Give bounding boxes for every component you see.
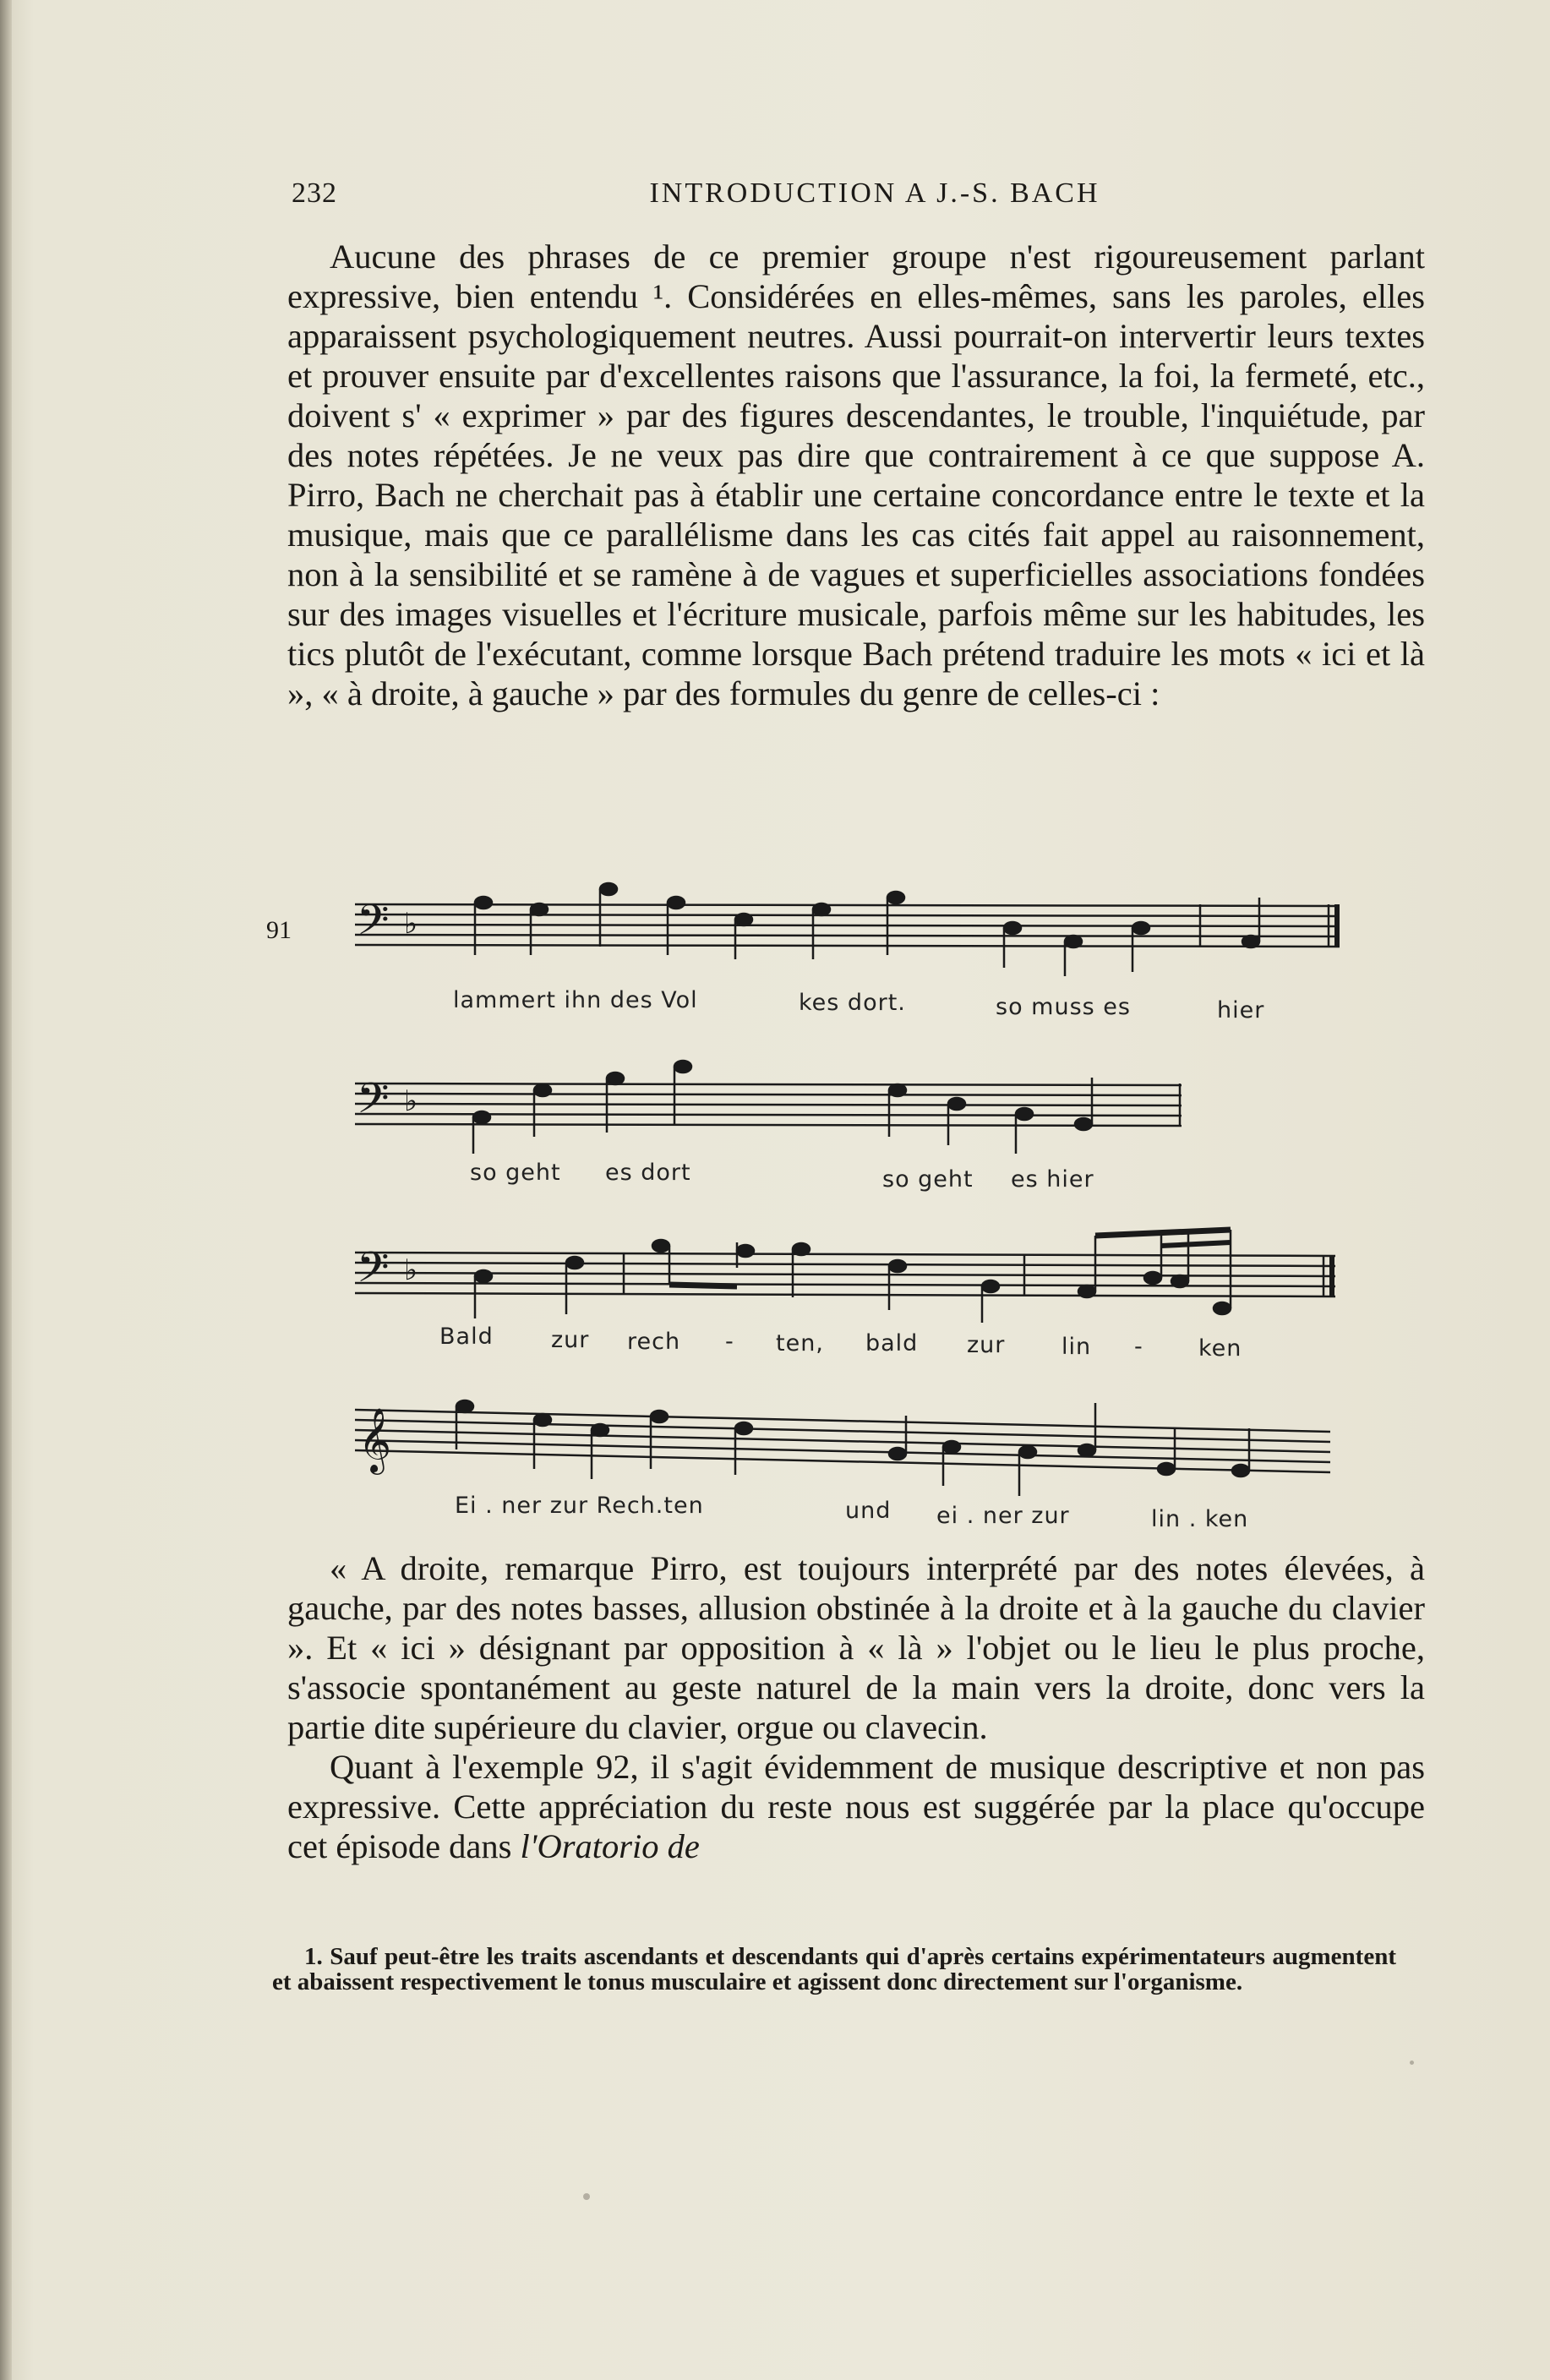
paragraph-2 bbox=[287, 1548, 1425, 1866]
paragraph-3 bbox=[287, 1747, 1425, 1866]
page-speck bbox=[1410, 2061, 1414, 2065]
paragraph-2-text: « A droite, remarque Pirro, est toujours interprété par des notes élevées, à gauche, par des notes basses, allusion obstinée à la droite et à la gauche du clavier ». Et « ici » désignant par opposition à « là » l'objet ou le lieu le plus proche, s'associe spontanément au geste naturel de la main vers la droite, donc vers la partie dite supérieure du clavier, orgue ou clavecin. bbox=[287, 1549, 1425, 1746]
bass-clef-icon: 𝄢 bbox=[357, 1243, 390, 1302]
page-speck bbox=[583, 2193, 590, 2200]
paragraph-3-text: Quant à l'exemple 92, il s'agit évidemment de musique descriptive et non pas expressive. Cette appréciation du reste nous est suggérée par la place qu'occupe cet épisode dans bbox=[287, 1748, 1425, 1865]
lyric-staff-1-a: lammert ihn des Vol bbox=[453, 987, 698, 1013]
paragraph-3-italic: l'Oratorio de bbox=[520, 1827, 700, 1865]
running-title: INTRODUCTION A J.-S. BACH bbox=[649, 177, 1100, 209]
lyric-staff-3-f: bald bbox=[865, 1330, 919, 1356]
lyric-staff-1-c: so muss es bbox=[996, 994, 1131, 1020]
staff-2 bbox=[355, 1061, 1182, 1193]
lyric-staff-3-d: - bbox=[725, 1329, 734, 1355]
lyric-staff-2-a: so geht bbox=[470, 1160, 561, 1186]
paragraph-1-text: Aucune des phrases de ce premier groupe n'est rigoureusement parlant expressive, bien entendu ¹. Considérées en elles-mêmes, sans les paroles, elles apparaissent psychologiquement neutres. Aussi pourrait-on intervertir leurs textes et prouver ensuite par d'excellentes raisons que l'assurance, la foi, la fermeté, etc., doivent s' « exprimer » par des figures descendantes, le trouble, l'inquiétude, par des notes répétées. Je ne veux pas dire que contrairement à ce que suppose A. Pirro, Bach ne cherchait pas à établir une certaine concordance entre le texte et la musique, mais que ce parallélisme dans les cas cités fait appel au raisonnement, non à la sensibilité et se ramène à de vagues et superficielles associations fondées sur des images visuelles et l'écriture musicale, parfois même sur les habitudes, les tics plutôt de l'exécutant, comme lorsque Bach prétend traduire les mots « ici et là », « à droite, à gauche » par des formules du genre de celles-ci : bbox=[287, 237, 1425, 712]
staff-1 bbox=[355, 883, 1340, 1024]
lyric-staff-3-g: zur bbox=[967, 1332, 1006, 1358]
footnote-text: Sauf peut-être les traits ascendants et descendants qui d'après certains expérimentateurs augmentent et abaissent respectivement le tonus musculaire et agissent donc directement sur l'organisme. bbox=[272, 1943, 1396, 1995]
lyric-staff-4-b: und bbox=[845, 1498, 892, 1524]
lyric-staff-3-c: rech bbox=[627, 1329, 681, 1355]
staff-3 bbox=[355, 1230, 1335, 1362]
lyric-staff-3-h: lin bbox=[1062, 1334, 1092, 1360]
bass-clef-icon: 𝄢 bbox=[357, 1074, 390, 1133]
lyric-staff-2-d: es hier bbox=[1011, 1166, 1094, 1193]
lyric-staff-3-j: ken bbox=[1198, 1335, 1242, 1362]
lyric-staff-4-d: lin . ken bbox=[1151, 1506, 1249, 1532]
lyric-staff-2-b: es dort bbox=[605, 1160, 691, 1186]
lyric-staff-1-b: kes dort. bbox=[799, 990, 906, 1016]
lyric-staff-3-b: zur bbox=[551, 1327, 590, 1353]
example-number-label: 91 bbox=[266, 916, 292, 944]
staff-4 bbox=[355, 1400, 1330, 1532]
flat-icon: ♭ bbox=[404, 1084, 418, 1118]
lyric-staff-4-c: ei . ner zur bbox=[936, 1503, 1070, 1529]
lyric-staff-2-c: so geht bbox=[882, 1166, 974, 1193]
footnote-number: 1. bbox=[304, 1943, 323, 1970]
lyric-staff-1-d: hier bbox=[1217, 997, 1265, 1024]
bass-clef-icon: 𝄢 bbox=[357, 896, 390, 955]
page-number: 232 bbox=[292, 177, 337, 209]
lyric-staff-3-i: - bbox=[1134, 1334, 1143, 1360]
lyric-staff-4-a: Ei . ner zur Rech.ten bbox=[455, 1493, 704, 1519]
treble-clef-icon: 𝄞 bbox=[358, 1407, 392, 1472]
flat-icon: ♭ bbox=[404, 1253, 418, 1287]
lyric-staff-3-a: Bald bbox=[439, 1324, 494, 1350]
flat-icon: ♭ bbox=[404, 907, 418, 941]
lyric-staff-3-e: ten, bbox=[776, 1330, 824, 1356]
footnote bbox=[272, 1944, 1396, 1995]
